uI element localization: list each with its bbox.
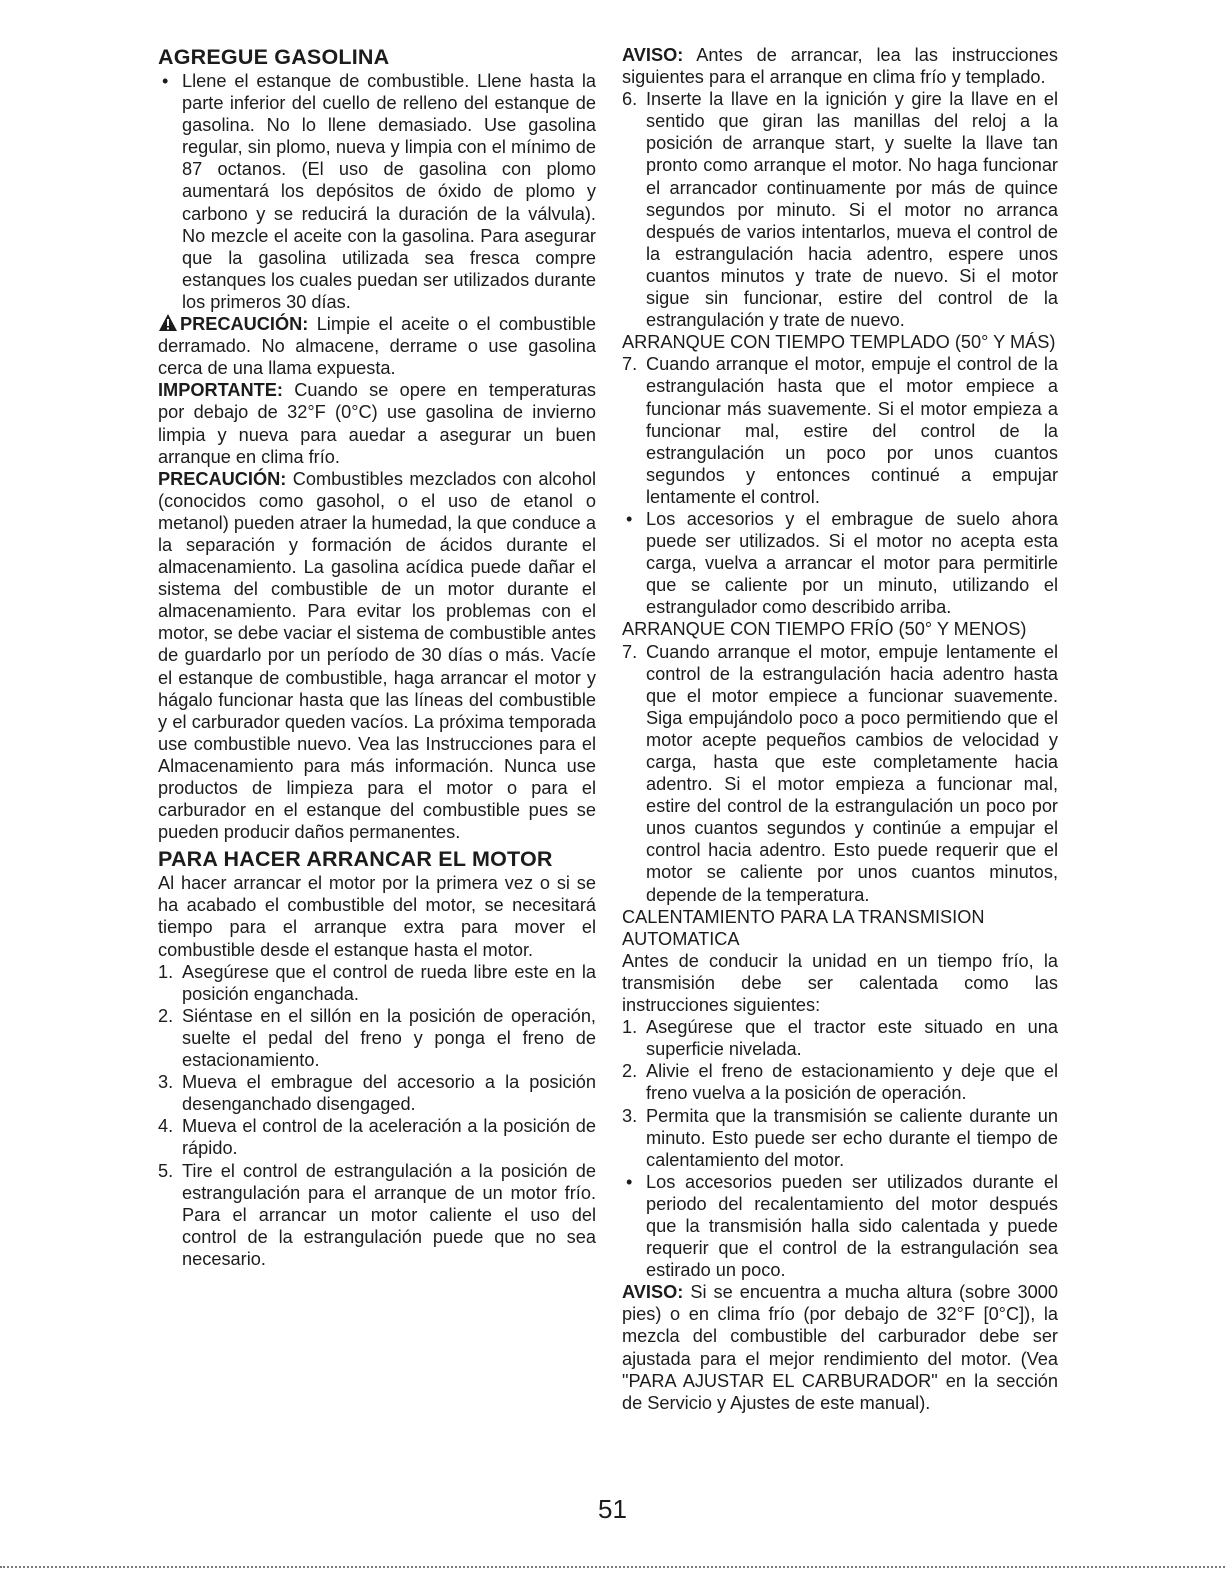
subheading-tiempo-templado: ARRANQUE CON TIEMPO TEMPLADO (50° Y MÁS) (622, 332, 1056, 353)
list-item (158, 1071, 596, 1115)
step-number: 3. (622, 1105, 638, 1126)
step-number: 7. (622, 641, 638, 662)
section-title-arrancar-motor: PARA HACER ARRANCAR EL MOTOR (158, 847, 553, 872)
step-text: Cuando arranque el motor, empuje lentamente el control de la estrangulación hacia adentro hasta que el motor empiece a funcionar suavemente. Siga empujándolo poco a poco permitiendo que el motor acepte pequeños cambios de velocidad y carga, hasta que este completamente hacia adentro. Si el motor empieza a funcionar mal, estire del control de la estrangulación un poco por unos cuantos segundos y continúe a empujar el control hacia adentro. Esto puede requerir que el motor se caliente por unos cuantos minutos, depende de la temperatura. (646, 641, 1058, 905)
bullet-marker: • (626, 508, 633, 529)
step-text: Mueva el embrague del accesorio a la posición desenganchado disengaged. (182, 1072, 596, 1115)
step-number: 7. (622, 354, 638, 375)
step-number: 3. (158, 1072, 174, 1093)
list-item (158, 961, 596, 1005)
importante-text: Cuando se opere en temperaturas por debajo de 32°F (0°C) use gasolina de invierno limpia y nueva para auedar a asegurar un buen arranque en clima frío. (158, 380, 596, 467)
step-text: Cuando arranque el motor, empuje el control de la estrangulación hasta que el motor empiece a funcionar más suavemente. Si el motor empieza a funcionar mal, estire del control de la estrangulación un poco por unos cuantos segundos y entonces continué a empujar lentamente el control. (646, 354, 1058, 507)
list-item-text: Los accesorios y el embrague de suelo ahora puede ser utilizados. Si el motor no acepta esta carga, vuelva a arrancar el motor para permitirle que se caliente por un minuto, utilizando el estrangulador como describido arriba. (646, 508, 1058, 618)
step-number: 5. (158, 1160, 174, 1181)
step-text: Permita que la transmisión se caliente durante un minuto. Esto puede ser echo durante el tiempo de calentamiento del motor. (646, 1105, 1058, 1170)
step-text: Siéntase en el sillón en la posición de operación, suelte el pedal del freno y ponga el freno de estacionamiento. (182, 1005, 596, 1071)
list-item (158, 1115, 596, 1159)
bottom-dotted-rule (0, 1566, 1225, 1568)
list-item (622, 508, 1058, 618)
aviso-text: Si se encuentra a mucha altura (sobre 3000 pies) o en clima frío (por debajo de 32°F [0°C]), la mezcla del combustible del carburador debe ser ajustada para el mejor rendimiento del motor. (Vea "PARA AJUSTAR EL CARBURADOR" en la sección de Servicio y Ajustes de este manual). (622, 1282, 1058, 1413)
list-item (622, 88, 1058, 331)
list-item-text: Los accesorios pueden ser utilizados durante el periodo del recalentamiento del motor después que la transmisión halla sido calentada y puede requerir que el control de la estrangulación sea estirado un poco. (646, 1171, 1058, 1281)
step-number: 1. (158, 961, 174, 982)
list-item (622, 1105, 1058, 1171)
right-column (622, 44, 1058, 1414)
list-item (622, 1060, 1058, 1104)
step-text: Inserte la llave en la ignición y gire la llave en el sentido que giran las manillas del reloj a la posición de arranque start, y suelte la llave tan pronto como arranque el motor. No haga funcionar el arrancador continuamente por más de quince segundos por minuto. Si el motor no arranca después de varios intentarlos, mueva el control de la estrangulación hacia adentro, espere unos cuantos minutos y trate de nuevo. Si el motor sigue sin funcionar, estire del control de la estrangulación y trate de nuevo. (646, 89, 1058, 331)
list-item (622, 1171, 1058, 1281)
step-text: Asegúrese que el control de rueda libre este en la posición enganchada. (182, 961, 596, 1004)
list-item (158, 1005, 596, 1071)
aviso-label: AVISO: (622, 1282, 684, 1303)
list-item (622, 641, 1058, 906)
subheading-tiempo-frio: ARRANQUE CON TIEMPO FRÍO (50° Y MENOS) (622, 619, 1027, 640)
warning-triangle-icon (158, 313, 178, 332)
precaucion-label: PRECAUCIÓN: (180, 314, 309, 335)
subheading-transmision: CALENTAMIENTO PARA LA TRANSMISION AUTOMATICA (622, 906, 985, 949)
list-item (622, 353, 1058, 508)
precaucion-label: PRECAUCIÓN: (158, 468, 287, 489)
precaucion-text: Combustibles mezclados con alcohol (conocidos como gasohol, o el uso de etanol o metanol) pueden atraer la humedad, la que conduce a la separación y formación de ácidos durante el almacenamiento. La gasolina acídica puede dañar el sistema del combustible de un motor durante el almacenamiento. Para evitar los problemas con el motor, se debe vaciar el sistema de combustible antes de guardarlo por un período de 30 días o más. Vacíe el estanque de combustible, haga arrancar el motor y hágalo funcionar hasta que las líneas del combustible y el carburador queden vacíos. La próxima temporada use combustible nuevo. Vea las Instrucciones para el Almacenamiento para más información. Nunca use productos de limpieza para el motor o para el carburador en el estanque del combustible pues se pueden producir daños permanentes. (158, 468, 596, 843)
step-text: Tire el control de estrangulación a la posición de estrangulación para el arranque de un motor frío. Para el arrancar un motor caliente el uso del control de la estrangulación puede que no sea necesario. (182, 1160, 596, 1269)
importante-label: IMPORTANTE: (158, 380, 283, 401)
list-item (158, 1160, 596, 1270)
aviso-paragraph (622, 1281, 1058, 1414)
step-number: 2. (158, 1005, 174, 1026)
precaucion-paragraph (158, 468, 596, 844)
step-number: 6. (622, 89, 638, 110)
step-number: 4. (158, 1116, 174, 1137)
precaucion-text: Limpie el aceite o el combustible derramado. No almacene, derrame o use gasolina cerca de una llama expuesta. (158, 314, 596, 379)
aviso-paragraph (622, 44, 1058, 88)
list-item-text: Llene el estanque de combustible. Llene hasta la parte inferior del cuello de relleno del estanque de gasolina. No lo llene demasiado. Use gasolina regular, sin plomo, nueva y limpia con el mínimo de 87 octanos. (El uso de gasolina con plomo aumentará los depósitos de óxido de plomo y carbono y se reducirá la duración de la válvula). No mezcle el aceite con la gasolina. Para asegurar que la gasolina utilizada sea fresca compre estanques los cuales puedan ser utilizados durante los primeros 30 días. (182, 71, 596, 312)
intro-paragraph: Antes de conducir la unidad en un tiempo frío, la transmisión debe ser calentada como las instrucciones siguientes: (622, 950, 1058, 1016)
step-number: 2. (622, 1061, 638, 1082)
step-text: Alivie el freno de estacionamiento y deje que el freno vuelva a la posición de operación. (646, 1061, 1058, 1104)
intro-paragraph: Al hacer arrancar el motor por la primera vez o si se ha acabado el combustible del motor, se necesitará tiempo para el arranque extra para mover el combustible desde el estanque hasta el motor. (158, 873, 596, 960)
bullet-marker: • (626, 1171, 633, 1192)
bullet-marker: • (162, 71, 169, 91)
page-number: 51 (598, 1494, 627, 1524)
list-item (622, 1016, 1058, 1060)
aviso-label: AVISO: (622, 45, 684, 65)
importante-paragraph (158, 379, 596, 467)
step-text: Mueva el control de la aceleración a la posición de rápido. (182, 1116, 596, 1159)
step-text: Asegúrese que el tractor este situado en una superficie nivelada. (646, 1017, 1058, 1060)
list-item (158, 70, 596, 313)
precaucion-paragraph (158, 313, 596, 379)
left-column (158, 44, 596, 1270)
section-title-agregue-gasolina: AGREGUE GASOLINA (158, 45, 390, 69)
step-number: 1. (622, 1017, 638, 1038)
aviso-text: Antes de arrancar, lea las instrucciones siguientes para el arranque en clima frío y templado. (622, 45, 1058, 88)
